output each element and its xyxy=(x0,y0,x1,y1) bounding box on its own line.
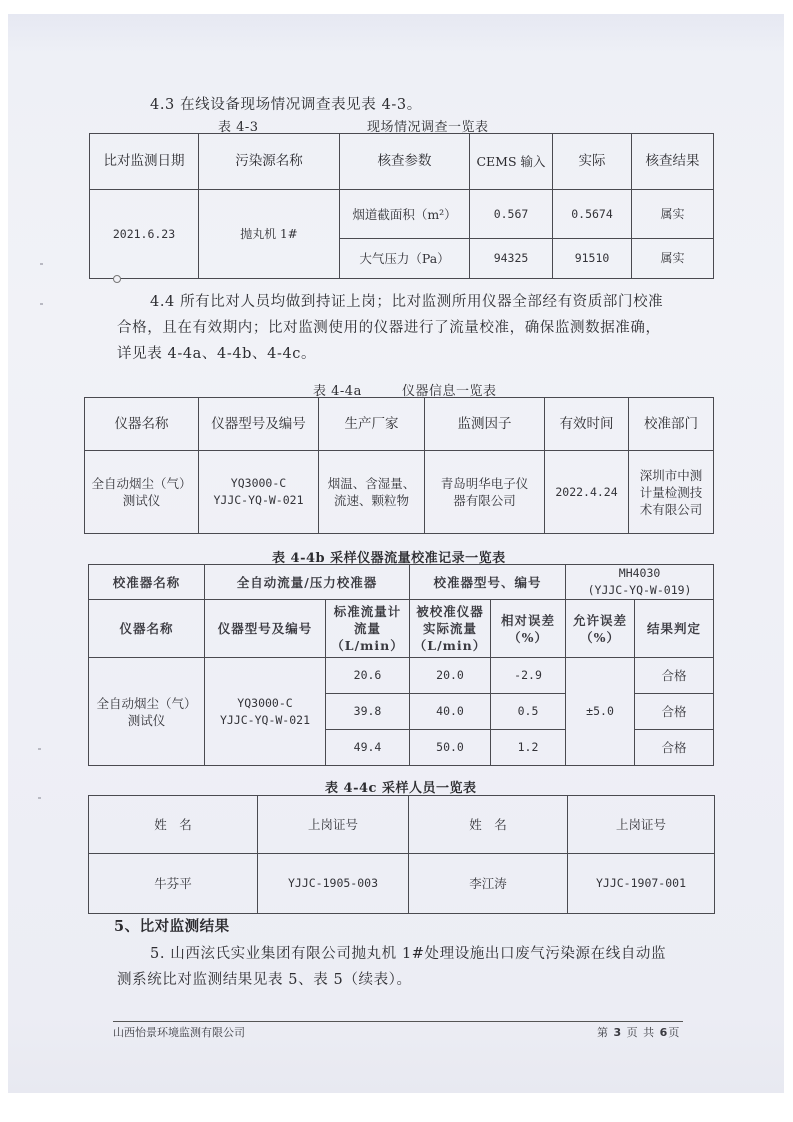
text-line: 全自动烟尘（气） xyxy=(91,476,192,491)
table-row xyxy=(89,658,714,694)
section-5-line1: 5. 山西泫氏实业集团有限公司抛丸机 1#处理设施出口废气污染源在线自动监 xyxy=(150,946,667,962)
cell-judgement: 合格 xyxy=(635,730,714,766)
page-prefix: 第 xyxy=(597,1026,609,1039)
cell-std-flow: 20.6 xyxy=(326,658,410,694)
text-line: 允许误差 xyxy=(573,612,628,628)
table-4-4c-header-row xyxy=(89,796,715,854)
section-4-3-intro: 4.3 在线设备现场情况调查表见表 4-3。 xyxy=(150,97,422,113)
table-4-4b-header-row xyxy=(89,600,714,658)
page-current: 3 xyxy=(613,1026,623,1039)
text-line: 实际流量 xyxy=(423,621,478,636)
text-line: 标准流量计 xyxy=(333,604,402,619)
cell-std-flow: 39.8 xyxy=(326,694,410,730)
cell-factors xyxy=(425,451,545,534)
table-4-3 xyxy=(89,133,714,279)
scan-speck xyxy=(40,263,43,265)
header-factors: 监测因子 xyxy=(425,398,545,451)
table-4-4a xyxy=(84,397,714,534)
calibrator-label: 校准器名称 xyxy=(89,565,205,600)
page-total: 6 xyxy=(659,1026,669,1039)
header-std-flow xyxy=(326,600,410,658)
table-4-4a-header-row xyxy=(85,398,714,451)
text-line: (YJJC-YQ-W-019) xyxy=(587,583,692,597)
table-row xyxy=(89,854,715,914)
header-instrument-name: 仪器名称 xyxy=(89,600,205,658)
text-line: 测试仪 xyxy=(127,712,166,728)
header-manufacturer: 生产厂家 xyxy=(319,398,425,451)
footer-divider xyxy=(113,1021,683,1022)
cell-name: 牛芬平 xyxy=(89,854,258,914)
text-line: YJJC-YQ-W-021 xyxy=(219,712,310,727)
calibrator-model-label: 校准器型号、编号 xyxy=(410,565,566,600)
table-4-3-number: 表 4-3 xyxy=(218,120,259,135)
cell-relative-error: -2.9 xyxy=(491,658,566,694)
scan-speck xyxy=(40,303,43,305)
footer-company: 山西怡景环境监测有限公司 xyxy=(113,1026,245,1039)
section-4-4-line1: 4.4 所有比对人员均做到持证上岗；比对监测所用仪器全部经有资质部门校准 xyxy=(150,294,664,310)
header-date: 比对监测日期 xyxy=(90,134,199,190)
header-cems: CEMS 输入 xyxy=(470,134,553,190)
cell-std-flow: 49.4 xyxy=(326,730,410,766)
cell-instrument-name xyxy=(85,451,199,534)
text-line: （%） xyxy=(508,629,548,645)
cell-actual-flow: 20.0 xyxy=(410,658,491,694)
text-line: （L/min） xyxy=(413,638,487,653)
calibrator-row xyxy=(89,565,714,600)
header-result: 核查结果 xyxy=(632,134,714,190)
section-4-4-line2: 合格，且在有效期内；比对监测使用的仪器进行了流量校准，确保监测数据准确， xyxy=(117,320,661,336)
table-4-4c xyxy=(88,795,715,914)
section-5-heading: 5、比对监测结果 xyxy=(114,918,230,935)
table-4-4a-title: 仪器信息一览表 xyxy=(402,384,497,399)
text-line: 测试仪 xyxy=(122,493,161,508)
scan-mark xyxy=(113,275,121,283)
header-calibration-dept: 校准部门 xyxy=(629,398,714,451)
table-4-4c-title: 表 4-4c 采样人员一览表 xyxy=(325,781,477,796)
calibrator-model xyxy=(566,565,714,600)
text-line: 相对误差 xyxy=(501,612,556,628)
cell-actual-flow: 40.0 xyxy=(410,694,491,730)
cell-instrument-model xyxy=(199,451,319,534)
table-row xyxy=(85,451,714,534)
header-name: 姓 名 xyxy=(89,796,258,854)
page-suffix: 页 xyxy=(668,1026,681,1039)
cell-calibration-dept xyxy=(629,451,714,534)
cell-judgement: 合格 xyxy=(635,694,714,730)
table-4-3-title: 现场情况调查一览表 xyxy=(367,120,489,135)
text-line: 流量 xyxy=(354,621,382,636)
text-line: 术有限公司 xyxy=(639,501,703,517)
cell-param: 烟道截面积（m²） xyxy=(340,190,470,239)
cell-source: 抛丸机 1# xyxy=(199,190,340,279)
cell-result: 属实 xyxy=(632,190,714,239)
cell-allowed-error: ±5.0 xyxy=(566,658,635,766)
text-line: 计量检测技 xyxy=(639,484,703,500)
page-mid: 页 共 xyxy=(626,1026,656,1039)
text-line: 被校准仪器 xyxy=(416,604,484,619)
header-name: 姓 名 xyxy=(409,796,568,854)
header-instrument-name: 仪器名称 xyxy=(85,398,199,451)
text-line: 器有限公司 xyxy=(453,493,516,508)
text-line: （L/min） xyxy=(331,638,404,653)
text-line: 烟温、含湿量、 xyxy=(327,476,416,491)
calibrator-name: 全自动流量/压力校准器 xyxy=(205,565,410,600)
header-param: 核查参数 xyxy=(340,134,470,190)
cell-cert-no: YJJC-1905-003 xyxy=(258,854,409,914)
header-instrument-model: 仪器型号及编号 xyxy=(199,398,319,451)
cell-date: 2021.6.23 xyxy=(90,190,199,279)
header-actual-flow xyxy=(410,600,491,658)
text-line: MH4030 xyxy=(618,566,661,580)
header-cert-no: 上岗证号 xyxy=(568,796,715,854)
header-instrument-model: 仪器型号及编号 xyxy=(205,600,326,658)
text-line: YJJC-YQ-W-021 xyxy=(213,493,304,507)
cell-cems: 0.567 xyxy=(470,190,553,239)
text-line: YQ3000-C xyxy=(230,476,287,490)
scan-speck xyxy=(38,748,41,750)
cell-judgement: 合格 xyxy=(635,658,714,694)
header-cert-no: 上岗证号 xyxy=(258,796,409,854)
cell-result: 属实 xyxy=(632,239,714,279)
cell-cert-no: YJJC-1907-001 xyxy=(568,854,715,914)
header-allowed-error xyxy=(566,600,635,658)
cell-relative-error: 1.2 xyxy=(491,730,566,766)
cell-instrument-model xyxy=(205,658,326,766)
text-line: 流速、颗粒物 xyxy=(333,493,409,508)
text-line: YQ3000-C xyxy=(237,695,293,710)
table-row xyxy=(90,190,714,239)
table-4-4b xyxy=(88,564,714,766)
section-5-line2: 测系统比对监测结果见表 5、表 5（续表）。 xyxy=(117,972,412,988)
text-line: 青岛明华电子仪 xyxy=(440,476,529,491)
text-line: 全自动烟尘（气） xyxy=(96,695,197,711)
header-actual: 实际 xyxy=(553,134,632,190)
header-judgement: 结果判定 xyxy=(635,600,714,658)
table-4-4a-number: 表 4-4a xyxy=(313,384,362,399)
footer-page-number xyxy=(597,1024,680,1040)
cell-manufacturer xyxy=(319,451,425,534)
section-4-4-line3: 详见表 4-4a、4-4b、4-4c。 xyxy=(117,346,317,362)
cell-relative-error: 0.5 xyxy=(491,694,566,730)
cell-actual: 91510 xyxy=(553,239,632,279)
table-4-4b-title: 表 4-4b 采样仪器流量校准记录一览表 xyxy=(272,551,506,566)
cell-actual-flow: 50.0 xyxy=(410,730,491,766)
cell-param: 大气压力（Pa） xyxy=(340,239,470,279)
cell-actual: 0.5674 xyxy=(553,190,632,239)
header-relative-error xyxy=(491,600,566,658)
cell-instrument-name xyxy=(89,658,205,766)
text-line: （%） xyxy=(580,629,620,645)
header-source: 污染源名称 xyxy=(199,134,340,190)
cell-cems: 94325 xyxy=(470,239,553,279)
text-line: 深圳市中测 xyxy=(639,467,703,483)
cell-name: 李江涛 xyxy=(409,854,568,914)
header-valid-until: 有效时间 xyxy=(545,398,629,451)
scan-speck xyxy=(38,797,41,799)
cell-valid-until: 2022.4.24 xyxy=(545,451,629,534)
table-4-3-header-row xyxy=(90,134,714,190)
